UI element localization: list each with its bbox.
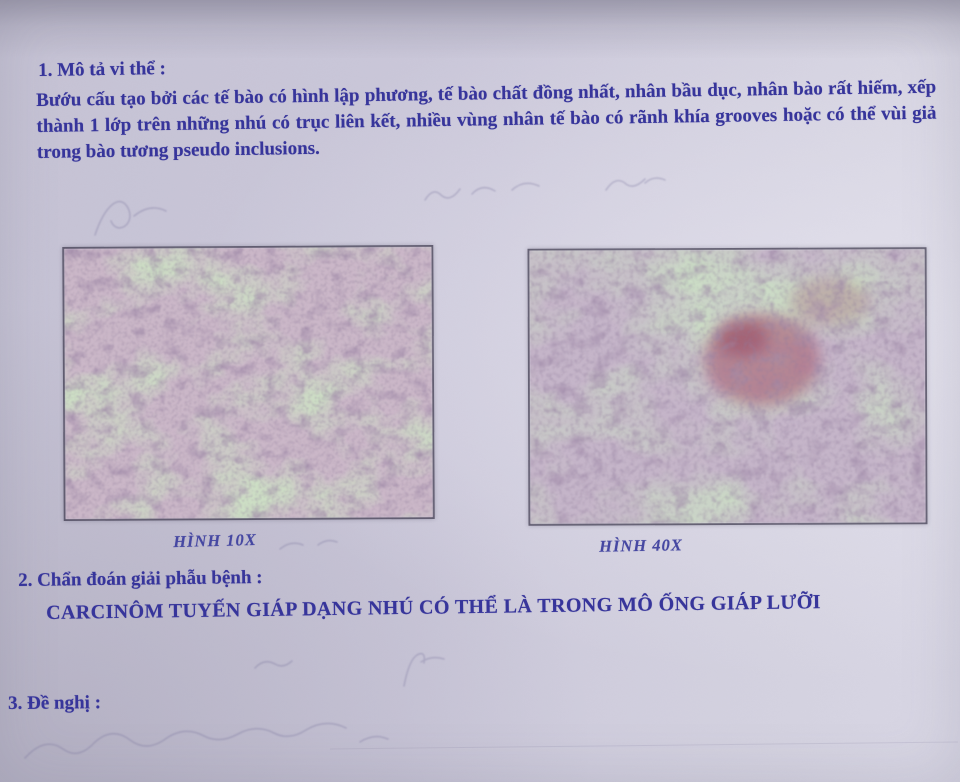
diagnosis-line: CARCINÔM TUYẾN GIÁP DẠNG NHÚ CÓ THỂ LÀ TRONG MÔ ỐNG GIÁP LƯỠI <box>46 591 822 624</box>
section2-heading: 2. Chẩn đoán giải phẫu bệnh : <box>18 567 263 591</box>
figure-caption-40x: HÌNH 40X <box>599 535 683 556</box>
section3-heading: 3. Đề nghị : <box>8 692 102 714</box>
histology-figure-10x <box>62 245 434 521</box>
section1-heading: 1. Mô tả vi thể : <box>38 58 167 81</box>
histology-image-10x <box>64 247 432 519</box>
histology-image-40x <box>530 249 926 523</box>
section1-body: Bướu cấu tạo bởi các tế bào có hình lập phương, tế bào chất đồng nhất, nhân bầu dục, nhân bào rất hiếm, xếp thành 1 lớp trên những nhú có trục liên kết, nhiều vùng nhân tế bào có rãnh khía grooves hoặc có thể vùi giả trong bào tương pseudo inclusions. <box>36 76 937 163</box>
histology-figure-40x <box>528 247 928 525</box>
figure-caption-10x: HÌNH 10X <box>172 529 258 552</box>
